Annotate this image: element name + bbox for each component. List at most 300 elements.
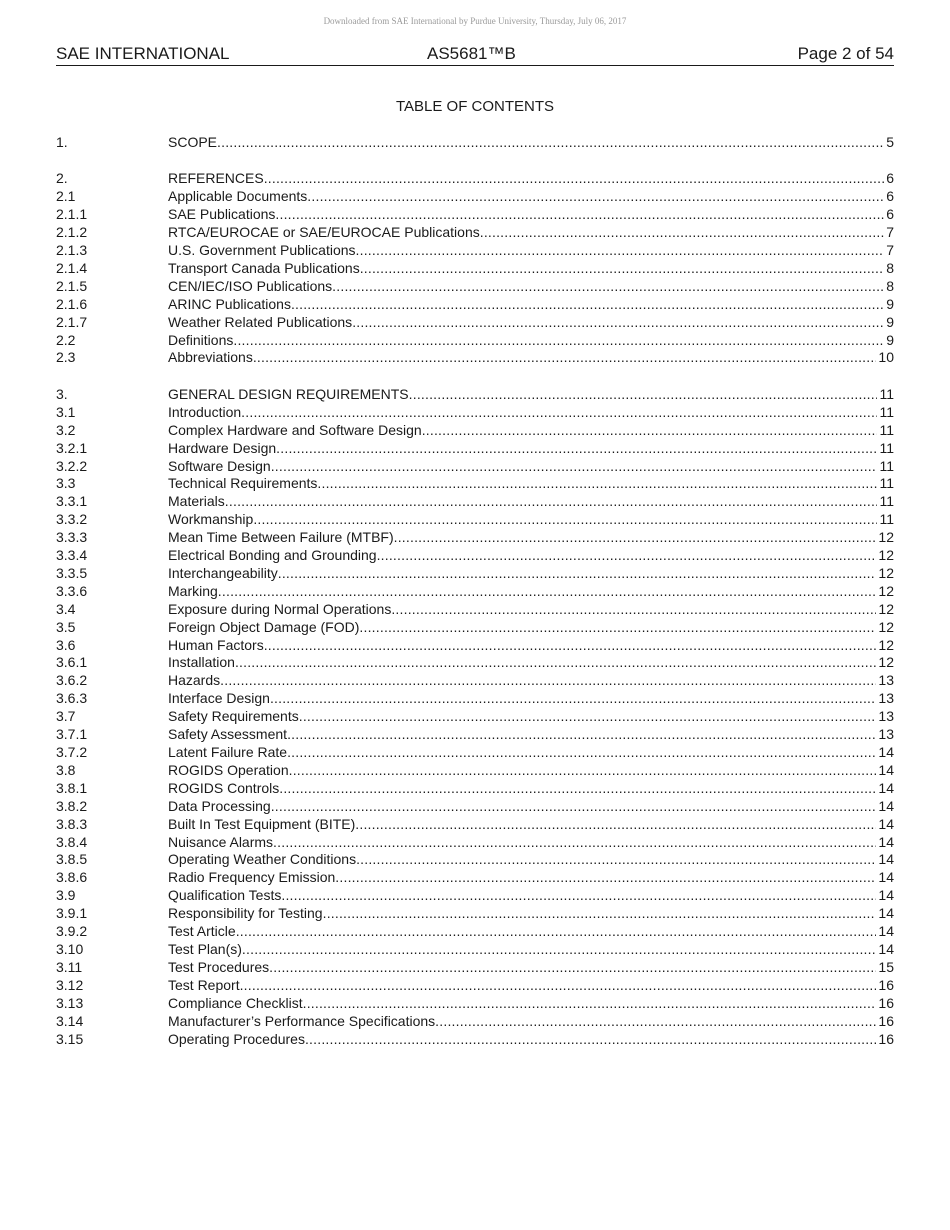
- toc-entry-line: [168, 672, 894, 690]
- toc-entry-page: 12: [878, 618, 894, 635]
- toc-entry[interactable]: [56, 422, 894, 440]
- toc-entry-number: 3.8.5: [56, 851, 88, 868]
- toc-dot-leader: [270, 690, 876, 708]
- toc-entry-line: [168, 851, 894, 869]
- toc-entry-line: [168, 170, 894, 188]
- toc-entry-title: GENERAL DESIGN REQUIREMENTS: [168, 385, 409, 402]
- header-page-number: Page 2 of 54: [797, 44, 894, 63]
- toc-dot-leader: [305, 1031, 876, 1049]
- toc-entry[interactable]: [56, 206, 894, 224]
- toc-entry-page: 16: [878, 976, 894, 993]
- toc-dot-leader: [422, 422, 878, 440]
- toc-entry-title: Test Plan(s): [168, 940, 242, 957]
- toc-entry[interactable]: [56, 726, 894, 744]
- toc-entry-line: [168, 314, 894, 332]
- toc-entry[interactable]: [56, 780, 894, 798]
- toc-dot-leader: [317, 475, 877, 493]
- toc-entry-line: [168, 386, 894, 404]
- toc-entry-title: Definitions: [168, 331, 234, 348]
- toc-entry-line: [168, 726, 894, 744]
- toc-entry[interactable]: [56, 923, 894, 941]
- toc-entry-line: [168, 708, 894, 726]
- toc-dot-leader: [275, 206, 884, 224]
- toc-entry-line: [168, 995, 894, 1013]
- toc-heading: TABLE OF CONTENTS: [395, 98, 555, 115]
- toc-entry-title: Technical Requirements: [168, 475, 318, 492]
- toc-entry-page: 11: [879, 385, 894, 402]
- toc-dot-leader: [394, 529, 877, 547]
- toc-entry-number: 3.8.2: [56, 797, 88, 814]
- toc-dot-leader: [236, 923, 877, 941]
- toc-entry-line: [168, 1013, 894, 1031]
- toc-entry-number: 3.9: [56, 887, 76, 904]
- toc-entry-page: 9: [886, 313, 894, 330]
- toc-entry-page: 12: [878, 529, 894, 546]
- toc-entry-page: 12: [878, 636, 894, 653]
- toc-entry[interactable]: [56, 278, 894, 296]
- toc-entry-number: 3.8.4: [56, 833, 88, 850]
- toc-entry-page: 7: [886, 224, 894, 241]
- toc-entry-page: 11: [879, 493, 894, 510]
- toc-entry-number: 3.11: [56, 958, 83, 975]
- toc-entry-number: 3.: [56, 385, 68, 402]
- toc-dot-leader: [278, 565, 877, 583]
- toc-dot-leader: [287, 726, 876, 744]
- toc-entry-page: 12: [878, 600, 894, 617]
- toc-entry-number: 2.1.7: [56, 313, 88, 330]
- toc-entry-number: 3.7.2: [56, 744, 88, 760]
- toc-entry-line: [168, 332, 894, 350]
- toc-entry-title: REFERENCES: [168, 170, 264, 187]
- toc-entry[interactable]: [56, 547, 894, 565]
- toc-entry-line: [168, 188, 894, 206]
- toc-entry-line: [168, 834, 894, 852]
- toc-entry[interactable]: [56, 296, 894, 314]
- toc-entry-title: ROGIDS Controls: [168, 779, 280, 796]
- toc-entry-title: Interchangeability: [168, 564, 278, 581]
- toc-entry-page: 14: [878, 905, 894, 922]
- toc-entry-page: 13: [878, 708, 894, 725]
- toc-dot-leader: [218, 583, 877, 601]
- toc-entry-page: 16: [878, 1012, 894, 1029]
- toc-entry-title: Built In Test Equipment (BITE): [168, 815, 356, 832]
- toc-entry-title: Latent Failure Rate: [168, 744, 288, 760]
- toc-entry[interactable]: [56, 995, 894, 1013]
- toc-dot-leader: [435, 1013, 876, 1031]
- toc-entry-title: Operating Procedures: [168, 1030, 305, 1047]
- toc-entry-number: 3.12: [56, 976, 84, 993]
- toc-entry-line: [168, 887, 894, 905]
- toc-entry-number: 3.8.6: [56, 869, 88, 886]
- toc-entry[interactable]: [56, 493, 894, 511]
- toc-entry-line: [168, 762, 894, 780]
- toc-entry-page: 5: [886, 134, 894, 150]
- toc-entry-line: [168, 869, 894, 887]
- toc-entry-page: 13: [878, 690, 894, 707]
- toc-entry-line: [168, 349, 894, 367]
- toc-entry[interactable]: [56, 583, 894, 601]
- toc-entry-line: [168, 798, 894, 816]
- toc-entry-page: 11: [879, 457, 894, 474]
- toc-entry-title: Abbreviations: [168, 349, 253, 366]
- toc-dot-leader: [409, 386, 878, 404]
- toc-dot-leader: [287, 744, 876, 762]
- toc-entry-number: 3.3.6: [56, 582, 88, 599]
- toc-entry-number: 3.3: [56, 475, 76, 492]
- toc-entry[interactable]: [56, 762, 894, 780]
- toc-entry[interactable]: [56, 314, 894, 332]
- toc-entry-number: 3.3.2: [56, 511, 88, 528]
- toc-entry-title: Test Procedures: [168, 958, 270, 975]
- toc-entry[interactable]: [56, 440, 894, 458]
- toc-entry-title: Marking: [168, 582, 218, 599]
- toc-entry[interactable]: [56, 458, 894, 476]
- toc-entry[interactable]: [56, 690, 894, 708]
- toc-dot-leader: [355, 816, 876, 834]
- toc-entry-number: 3.6: [56, 636, 76, 653]
- toc-dot-leader: [377, 547, 877, 565]
- page-header: [56, 44, 894, 66]
- toc-entry[interactable]: [56, 977, 894, 995]
- toc-entry-page: 13: [878, 672, 894, 689]
- toc-entry-page: 9: [886, 331, 894, 348]
- toc-entry-page: 11: [879, 439, 894, 456]
- toc-entry-line: [168, 422, 894, 440]
- toc-dot-leader: [271, 798, 877, 816]
- toc-entry[interactable]: [56, 1031, 894, 1049]
- toc-dot-leader: [332, 278, 884, 296]
- toc-entry[interactable]: [56, 654, 894, 672]
- toc-dot-leader: [253, 349, 877, 367]
- toc-entry-number: 2.1.1: [56, 206, 88, 223]
- toc-entry-page: 14: [878, 779, 894, 796]
- toc-entry-page: 6: [886, 206, 894, 223]
- toc-entry[interactable]: [56, 708, 894, 726]
- toc-entry-page: 14: [878, 815, 894, 832]
- toc-dot-leader: [480, 224, 884, 242]
- toc-entry[interactable]: [56, 834, 894, 852]
- toc-entry-title: Foreign Object Damage (FOD): [168, 618, 360, 635]
- toc-entry[interactable]: [56, 672, 894, 690]
- toc-entry[interactable]: [56, 905, 894, 923]
- toc-dot-leader: [289, 762, 877, 780]
- toc-entry[interactable]: [56, 798, 894, 816]
- toc-entry-number: 3.5: [56, 618, 76, 635]
- toc-entry-title: Transport Canada Publications: [168, 259, 360, 276]
- toc-dot-leader: [360, 260, 885, 278]
- download-watermark: Downloaded from SAE International by Purdue University, Thursday, July 06, 2017: [323, 16, 627, 26]
- toc-entry[interactable]: [56, 475, 894, 493]
- toc-entry-title: Interface Design: [168, 690, 270, 707]
- toc-entry[interactable]: [56, 134, 894, 152]
- toc-entry-number: 3.4: [56, 600, 76, 617]
- toc-entry-title: Safety Assessment: [168, 726, 288, 743]
- toc-entry[interactable]: [56, 404, 894, 422]
- toc-entry-number: 3.13: [56, 994, 84, 1011]
- toc-entry-line: [168, 206, 894, 224]
- toc-entry[interactable]: [56, 959, 894, 977]
- toc-dot-leader: [291, 296, 884, 314]
- toc-entry-number: 3.2.1: [56, 439, 88, 456]
- toc-dot-leader: [303, 995, 877, 1013]
- toc-entry-number: 3.8: [56, 761, 76, 778]
- toc-entry-line: [168, 224, 894, 242]
- toc-entry-number: 3.10: [56, 940, 84, 957]
- toc-entry-title: Applicable Documents: [168, 188, 308, 205]
- toc-entry-line: [168, 296, 894, 314]
- toc-entry-title: Radio Frequency Emission: [168, 869, 336, 886]
- toc-entry-number: 3.3.1: [56, 493, 88, 510]
- toc-entry[interactable]: [56, 529, 894, 547]
- toc-dot-leader: [335, 869, 876, 887]
- toc-entry-page: 14: [878, 940, 894, 957]
- toc-entry-title: Safety Requirements: [168, 708, 299, 725]
- toc-entry-title: Workmanship: [168, 511, 254, 528]
- toc-entry-line: [168, 440, 894, 458]
- toc-entry[interactable]: [56, 188, 894, 206]
- toc-dot-leader: [356, 242, 885, 260]
- toc-entry-title: Test Article: [168, 923, 236, 940]
- toc-entry-page: 14: [878, 923, 894, 940]
- toc-dot-leader: [240, 977, 877, 995]
- header-document-id: AS5681™B: [427, 44, 516, 63]
- toc-entry-line: [168, 780, 894, 798]
- toc-entry-number: 2.1.2: [56, 224, 88, 241]
- toc-dot-leader: [359, 619, 876, 637]
- toc-entry[interactable]: [56, 816, 894, 834]
- toc-dot-leader: [323, 905, 877, 923]
- toc-entry-title: Hardware Design: [168, 439, 277, 456]
- toc-entry[interactable]: [56, 565, 894, 583]
- header-organization: SAE INTERNATIONAL: [56, 44, 230, 63]
- toc-entry-title: Nuisance Alarms: [168, 833, 274, 850]
- toc-dot-leader: [391, 601, 876, 619]
- toc-entry-page: 6: [886, 188, 894, 205]
- toc-entry-number: 2.2: [56, 331, 76, 348]
- toc-entry-line: [168, 511, 894, 529]
- toc-dot-leader: [235, 654, 876, 672]
- toc-entry-number: 3.3.4: [56, 547, 88, 564]
- toc-dot-leader: [225, 493, 878, 511]
- toc-entry-page: 12: [878, 547, 894, 564]
- toc-entry-page: 11: [879, 403, 894, 420]
- toc-entry-title: SCOPE: [168, 134, 218, 150]
- toc-entry-page: 14: [878, 887, 894, 904]
- toc-entry-page: 14: [878, 797, 894, 814]
- toc-entry-line: [168, 601, 894, 619]
- toc-dot-leader: [307, 188, 884, 206]
- toc-entry-title: Responsibility for Testing: [168, 905, 323, 922]
- toc-entry[interactable]: [56, 1013, 894, 1031]
- toc-entry-title: Software Design: [168, 457, 271, 474]
- toc-entry-page: 11: [879, 511, 894, 528]
- toc-entry-page: 9: [886, 295, 894, 312]
- toc-dot-leader: [264, 170, 885, 188]
- toc-entry-title: ARINC Publications: [168, 295, 291, 312]
- toc-dot-leader: [233, 332, 884, 350]
- toc-entry-page: 16: [878, 994, 894, 1011]
- toc-entry-line: [168, 260, 894, 278]
- toc-dot-leader: [281, 887, 876, 905]
- toc-entry-number: 2.: [56, 170, 68, 187]
- table-of-contents: [56, 134, 894, 1048]
- toc-entry-title: Weather Related Publications: [168, 313, 353, 330]
- toc-entry-title: Exposure during Normal Operations: [168, 600, 392, 617]
- toc-dot-leader: [269, 959, 876, 977]
- toc-entry[interactable]: [56, 349, 894, 367]
- toc-entry-number: 3.1: [56, 403, 76, 420]
- toc-entry-page: 15: [878, 958, 894, 975]
- toc-entry-number: 1.: [56, 134, 68, 150]
- toc-dot-leader: [299, 708, 877, 726]
- toc-entry[interactable]: [56, 170, 894, 188]
- toc-entry-title: Hazards: [168, 672, 221, 689]
- toc-dot-leader: [352, 314, 884, 332]
- toc-entry-page: 8: [886, 259, 894, 276]
- toc-entry[interactable]: [56, 242, 894, 260]
- toc-entry-number: 3.8.3: [56, 815, 88, 832]
- toc-entry[interactable]: [56, 851, 894, 869]
- toc-entry-page: 14: [878, 833, 894, 850]
- toc-entry-page: 6: [886, 170, 894, 187]
- toc-entry-number: 3.6.2: [56, 672, 88, 689]
- toc-entry-title: ROGIDS Operation: [168, 761, 289, 778]
- toc-entry-title: Test Report: [168, 976, 240, 993]
- toc-entry-line: [168, 637, 894, 655]
- toc-entry-number: 3.3.3: [56, 529, 88, 546]
- toc-entry-page: 8: [886, 277, 894, 294]
- toc-entry-page: 7: [886, 242, 894, 259]
- toc-entry-number: 2.1: [56, 188, 76, 205]
- toc-entry-line: [168, 941, 894, 959]
- toc-entry-title: Manufacturer’s Performance Specifications: [168, 1012, 436, 1029]
- toc-entry-title: Complex Hardware and Software Design: [168, 421, 422, 438]
- toc-entry-number: 3.9.1: [56, 905, 88, 922]
- toc-dot-leader: [220, 672, 876, 690]
- toc-dot-leader: [271, 458, 878, 476]
- toc-entry-page: 16: [878, 1030, 894, 1047]
- toc-entry-line: [168, 1031, 894, 1049]
- toc-entry-line: [168, 977, 894, 995]
- toc-entry-line: [168, 493, 894, 511]
- toc-entry-line: [168, 475, 894, 493]
- toc-entry-page: 12: [878, 654, 894, 671]
- toc-entry-page: 14: [878, 851, 894, 868]
- toc-entry[interactable]: [56, 941, 894, 959]
- toc-dot-leader: [276, 440, 877, 458]
- toc-entry-number: 3.15: [56, 1030, 84, 1047]
- toc-entry-title: Electrical Bonding and Grounding: [168, 547, 377, 564]
- toc-entry-number: 3.8.1: [56, 779, 88, 796]
- toc-entry[interactable]: [56, 637, 894, 655]
- toc-entry-number: 2.1.6: [56, 295, 88, 312]
- toc-entry-title: Qualification Tests: [168, 887, 282, 904]
- toc-entry-number: 3.2: [56, 421, 76, 438]
- toc-entry[interactable]: [56, 619, 894, 637]
- toc-entry-line: [168, 547, 894, 565]
- toc-entry-page: 14: [878, 869, 894, 886]
- toc-dot-leader: [253, 511, 877, 529]
- toc-entry-line: [168, 816, 894, 834]
- toc-entry-title: Operating Weather Conditions: [168, 851, 357, 868]
- toc-dot-leader: [356, 851, 876, 869]
- toc-entry[interactable]: [56, 887, 894, 905]
- toc-entry[interactable]: [56, 869, 894, 887]
- toc-entry-number: 3.7.1: [56, 726, 88, 743]
- toc-entry-number: 2.1.5: [56, 277, 88, 294]
- toc-dot-leader: [273, 834, 876, 852]
- toc-entry-page: 11: [879, 421, 894, 438]
- toc-entry-number: 2.3: [56, 349, 76, 366]
- toc-entry-title: Introduction: [168, 403, 242, 420]
- toc-entry-number: 3.7: [56, 708, 76, 725]
- toc-entry-title: Human Factors: [168, 636, 264, 653]
- toc-entry-page: 13: [878, 726, 894, 743]
- toc-entry[interactable]: [56, 511, 894, 529]
- toc-entry-line: [168, 278, 894, 296]
- toc-entry-number: 2.1.4: [56, 259, 88, 276]
- toc-entry-page: 14: [878, 761, 894, 778]
- toc-entry-line: [168, 654, 894, 672]
- toc-entry-line: [168, 744, 894, 762]
- toc-entry-title: Materials: [168, 493, 225, 510]
- toc-dot-leader: [264, 637, 877, 655]
- toc-entry-title: U.S. Government Publications: [168, 242, 356, 259]
- toc-entry-line: [168, 959, 894, 977]
- toc-entry-page: 11: [879, 475, 894, 492]
- toc-entry[interactable]: [56, 601, 894, 619]
- toc-entry-number: 3.9.2: [56, 923, 88, 940]
- toc-entry-number: 3.2.2: [56, 457, 88, 474]
- toc-entry[interactable]: [56, 332, 894, 350]
- toc-entry-number: 3.6.3: [56, 690, 88, 707]
- toc-entry-page: 10: [878, 349, 894, 366]
- toc-entry[interactable]: [56, 224, 894, 242]
- toc-entry[interactable]: [56, 744, 894, 762]
- toc-entry-line: [168, 529, 894, 547]
- toc-entry-line: [168, 690, 894, 708]
- toc-dot-leader: [241, 404, 877, 422]
- toc-entry-page: 12: [878, 582, 894, 599]
- toc-entry-page: 12: [878, 564, 894, 581]
- toc-entry-number: 3.6.1: [56, 654, 88, 671]
- toc-entry[interactable]: [56, 260, 894, 278]
- toc-dot-leader: [242, 941, 877, 959]
- toc-entry-line: [168, 619, 894, 637]
- toc-entry-line: [168, 565, 894, 583]
- toc-dot-leader: [217, 134, 884, 152]
- toc-entry-title: Data Processing: [168, 797, 271, 814]
- toc-entry-number: 3.3.5: [56, 564, 88, 581]
- toc-entry-title: Mean Time Between Failure (MTBF): [168, 529, 394, 546]
- toc-entry-line: [168, 242, 894, 260]
- toc-entry-title: SAE Publications: [168, 206, 276, 223]
- toc-entry-number: 2.1.3: [56, 242, 88, 259]
- toc-entry-title: RTCA/EUROCAE or SAE/EUROCAE Publications: [168, 224, 480, 241]
- toc-entry-line: [168, 923, 894, 941]
- toc-entry-line: [168, 458, 894, 476]
- toc-entry-title: Installation: [168, 654, 235, 671]
- toc-entry-line: [168, 404, 894, 422]
- toc-entry-title: Compliance Checklist: [168, 994, 303, 1011]
- toc-entry-line: [168, 905, 894, 923]
- toc-entry-page: 14: [878, 744, 894, 760]
- toc-entry-line: [168, 583, 894, 601]
- toc-entry-title: CEN/IEC/ISO Publications: [168, 277, 333, 294]
- toc-entry-line: [168, 134, 894, 152]
- toc-entry[interactable]: [56, 386, 894, 404]
- toc-dot-leader: [279, 780, 876, 798]
